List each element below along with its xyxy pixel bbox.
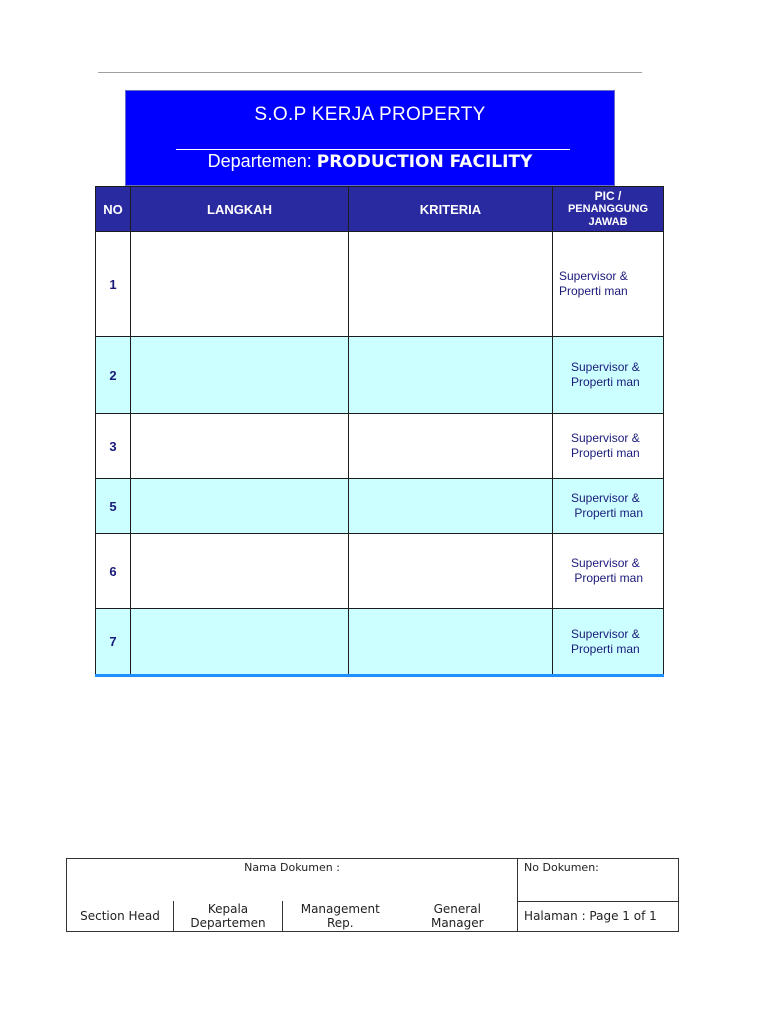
nama-dokumen-cell [67,859,518,902]
department-name: PRODUCTION FACILITY [316,152,533,172]
signatory-section-head [67,901,174,932]
row-langkah[interactable] [131,534,349,609]
row-kriteria[interactable] [349,534,553,609]
document-footer [66,858,679,932]
table-row [96,534,664,609]
signatory-management-rep [283,901,398,932]
row-langkah[interactable] [131,232,349,337]
signatory-label: Kepala Departemen [190,902,266,930]
row-kriteria[interactable] [349,337,553,414]
no-dokumen-cell [518,859,679,902]
row-pic [553,414,664,479]
sop-table [95,186,664,677]
row-kriteria[interactable] [349,232,553,337]
row-no: 2 [96,337,131,414]
halaman-cell [518,901,679,932]
halaman-label: Halaman : Page 1 of 1 [524,909,657,924]
column-pic-line3: JAWAB [588,215,628,228]
row-kriteria[interactable] [349,609,553,676]
row-pic [553,337,664,414]
table-row [96,232,664,337]
department-label: Departemen: [207,151,312,171]
row-no: 5 [96,479,131,534]
row-langkah[interactable] [131,414,349,479]
row-pic-text: Supervisor & Properti man [571,431,640,460]
row-no: 3 [96,414,131,479]
no-dokumen-label: No Dokumen: [524,861,599,874]
row-langkah[interactable] [131,609,349,676]
table-row [96,479,664,534]
column-kriteria: KRITERIA [349,187,553,232]
row-pic-text: Supervisor & Properti man [571,360,640,389]
row-kriteria[interactable] [349,414,553,479]
header-divider [176,149,570,150]
table-row [96,337,664,414]
row-no: 7 [96,609,131,676]
row-pic-text: Supervisor & Properti man [571,556,644,585]
column-pic-line2: PENANGGUNG [567,202,649,215]
row-pic-text: Supervisor & Properti man [571,491,644,520]
sop-table-header [96,187,664,232]
sop-title: S.O.P KERJA PROPERTY [254,104,486,125]
column-pic [553,187,664,232]
column-pic-line1: PIC / [594,188,622,203]
top-rule [98,72,642,73]
column-no: NO [96,187,131,232]
row-pic [553,609,664,676]
row-no: 6 [96,534,131,609]
row-no: 1 [96,232,131,337]
sop-header [125,90,615,186]
row-pic [553,534,664,609]
row-langkah[interactable] [131,479,349,534]
signatory-general-manager [398,901,518,932]
row-pic [553,232,664,337]
row-pic [553,479,664,534]
row-pic-text: Supervisor & Properti man [571,626,640,656]
nama-dokumen-label: Nama Dokumen : [244,861,340,874]
row-kriteria[interactable] [349,479,553,534]
department-line [126,151,614,172]
table-row [96,609,664,676]
signatory-label: General Manager [430,902,484,930]
table-row [96,414,664,479]
signatory-label: Section Head [80,909,160,923]
signatory-label: Management Rep. [300,902,380,930]
row-langkah[interactable] [131,337,349,414]
row-pic-text: Supervisor & Properti man [559,269,628,298]
signatory-kepala-departemen [174,901,283,932]
column-langkah: LANGKAH [131,187,349,232]
